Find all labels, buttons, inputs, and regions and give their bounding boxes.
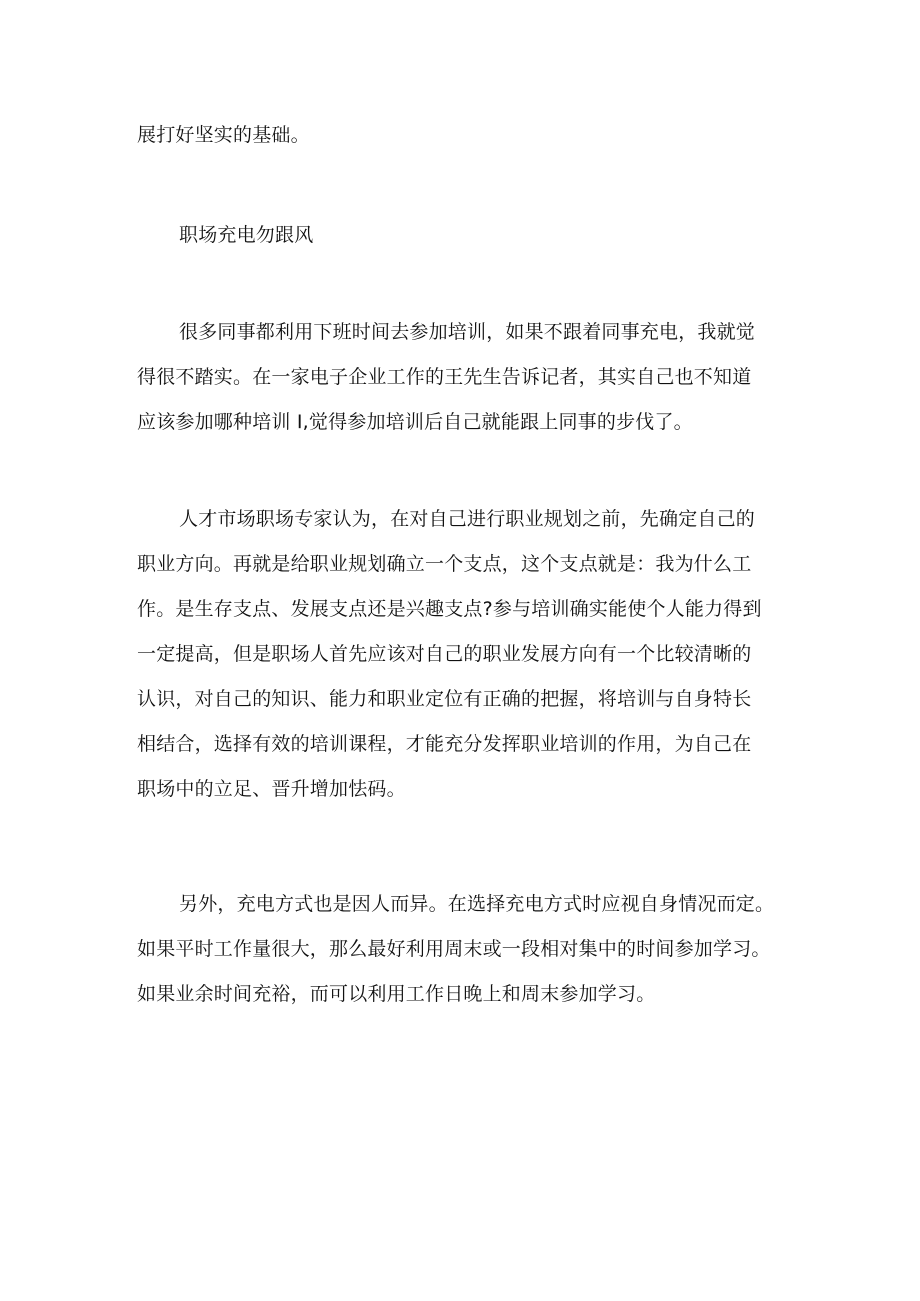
- paragraph-line: 展打好坚实的基础。: [137, 124, 310, 146]
- paragraph: [137, 882, 797, 1017]
- paragraph-line: 作。是生存支点、发展支点还是兴趣支点?参与培训确实能使个人能力得到: [137, 598, 762, 620]
- paragraph-continuation: [137, 113, 797, 158]
- heading-text: 职场充电勿跟风: [179, 224, 314, 246]
- paragraph-line: 职业方向。再就是给职业规划确立一个支点，这个支点就是：我为什么工: [137, 553, 752, 575]
- paragraph-line: 另外，充电方式也是因人而异。在选择充电方式时应视自身情况而定。: [179, 893, 775, 915]
- paragraph-line: 一定提高，但是职场人首先应该对自己的职业发展方向有一个比较清晰的: [137, 643, 752, 665]
- paragraph: [137, 497, 797, 812]
- paragraph-line: 很多同事都利用下班时间去参加培训，如果不跟着同事充电，我就觉: [179, 321, 756, 343]
- section-heading: [137, 213, 797, 258]
- paragraph-line: 应该参加哪种培训 Ι,觉得参加培训后自己就能跟上同事的步伐了。: [137, 411, 693, 433]
- paragraph-line: 人才市场职场专家认为，在对自己进行职业规划之前，先确定自己的: [179, 508, 756, 530]
- paragraph-line: 职场中的立足、晋升增加怯码。: [137, 778, 406, 800]
- paragraph-line: 如果平时工作量很大，那么最好利用周末或一段相对集中的时间参加学习。: [137, 938, 771, 960]
- paragraph-line: 如果业余时间充裕，而可以利用工作日晚上和周末参加学习。: [137, 983, 656, 1005]
- paragraph-line: 相结合，选择有效的培训课程，才能充分发挥职业培训的作用，为自己在: [137, 733, 752, 755]
- paragraph-line: 得很不踏实。在一家电子企业工作的王先生告诉记者，其实自己也不知道: [137, 366, 752, 388]
- paragraph-line: 认识，对自己的知识、能力和职业定位有正确的把握，将培训与自身特长: [137, 688, 752, 710]
- paragraph: [137, 310, 797, 445]
